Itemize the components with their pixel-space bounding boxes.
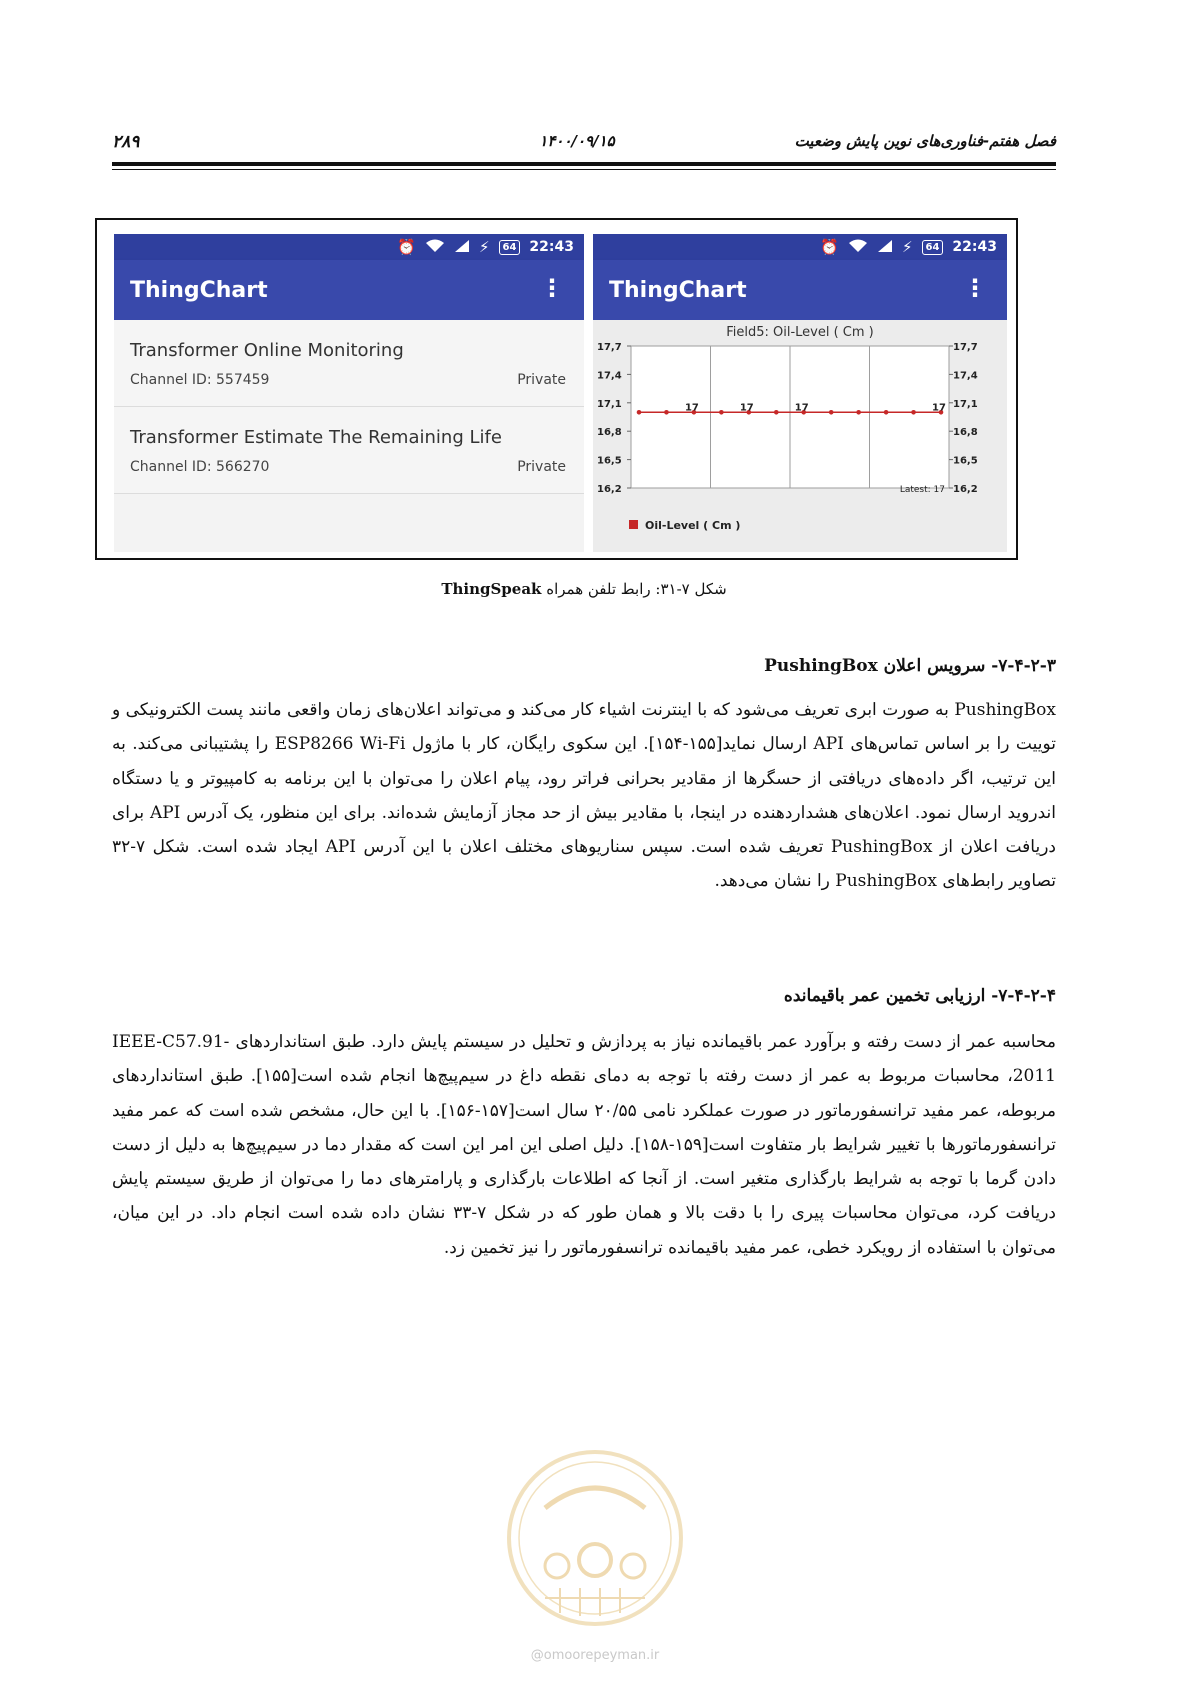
- phone-screen-chart: [593, 234, 1007, 552]
- y-tick-label-right: 17,4: [953, 370, 978, 382]
- figure-caption: [112, 580, 1056, 598]
- channel-list-item[interactable]: [114, 320, 584, 407]
- data-point: [774, 410, 779, 415]
- section-heading-remaining-life: ۷-۴-۲-۴- ارزیابی تخمین عمر باقیمانده: [783, 986, 1056, 1006]
- chart-grid: [631, 346, 949, 488]
- status-bar: [593, 234, 1007, 260]
- header-date: ۱۴۰۰/۰۹/۱۵: [539, 132, 615, 150]
- data-point: [856, 410, 861, 415]
- app-bar: [114, 260, 584, 320]
- alarm-icon: ⏰: [397, 237, 416, 256]
- battery-indicator: 64: [922, 240, 944, 255]
- more-vert-icon[interactable]: ⋮: [540, 274, 564, 302]
- data-point: [884, 410, 889, 415]
- charging-icon: ⚡: [478, 237, 490, 256]
- data-point: [911, 410, 916, 415]
- channel-visibility: Private: [517, 459, 566, 475]
- y-tick-label-right: 17,7: [953, 342, 978, 353]
- data-label: 17: [739, 402, 754, 414]
- app-title: ThingChart: [130, 278, 268, 303]
- data-point: [719, 410, 724, 415]
- battery-indicator: 64: [499, 240, 521, 255]
- figure-frame: [95, 218, 1018, 560]
- legend-swatch: [629, 520, 638, 529]
- header-rule-thin: [112, 169, 1056, 170]
- y-tick-label-left: 16,5: [597, 455, 622, 467]
- y-tick-label-left: 17,4: [597, 370, 622, 382]
- status-bar: [114, 234, 584, 260]
- y-tick-label-left: 17,1: [597, 398, 622, 410]
- chapter-title: فصل هفتم-فناوری‌های نوین پایش وضعیت: [794, 132, 1056, 150]
- channel-id: Channel ID: 557459: [130, 372, 270, 388]
- channel-visibility: Private: [517, 372, 566, 388]
- data-point: [829, 410, 834, 415]
- data-point: [637, 410, 642, 415]
- y-tick-label-right: 17,1: [953, 398, 978, 410]
- more-vert-icon[interactable]: ⋮: [963, 274, 987, 302]
- channel-list-item[interactable]: [114, 407, 584, 494]
- status-time: 22:43: [529, 239, 574, 255]
- status-time: 22:43: [952, 239, 997, 255]
- caption-latin: ThingSpeak: [441, 580, 542, 598]
- page-number: ۲۸۹: [112, 132, 140, 152]
- chart-svg: [593, 320, 1007, 552]
- app-bar: [593, 260, 1007, 320]
- chart-title: Field5: Oil-Level ( Cm ): [726, 325, 874, 340]
- paragraph-pushingbox: PushingBox به صورت ابری تعریف می‌شود که با اینترنت اشیاء کار می‌کند و می‌تواند اعلان‌های زمان واقعی مانند پست الکترونیکی و توییت را بر اساس تماس‌های API ارسال نماید[۱۵۵-۱۵۴]. این سکوی رایگان، کار با ماژول ESP8266 Wi-Fi را پشتیبانی می‌کند. به این ترتیب، اگر داده‌های دریافتی از حسگرها از مقادیر بحرانی فراتر رود، پیام اعلان را می‌توان با این برنامه به کامپیوتر و یا دستگاه اندروید ارسال نمود. اعلان‌های هشداردهنده در اینجا، با مقادیر بیش از حد مجاز آزمایش شده‌اند. برای این منظور، یک آدرس API برای دریافت اعلان از PushingBox تعریف شده است. سپس سناریوهای مختلف اعلان با این آدرس API ایجاد شده است. شکل ۷-۳۲ تصاویر رابط‌های PushingBox را نشان می‌دهد.: [112, 700, 1056, 892]
- channel-name: Transformer Estimate The Remaining Life: [130, 427, 502, 448]
- wifi-icon: [425, 238, 445, 256]
- app-title: ThingChart: [609, 278, 747, 303]
- charging-icon: ⚡: [901, 237, 913, 256]
- channel-id: Channel ID: 566270: [130, 459, 270, 475]
- data-label: 17: [932, 402, 946, 414]
- y-tick-label-right: 16,8: [953, 427, 978, 439]
- legend-label: Oil-Level ( Cm ): [645, 519, 741, 532]
- signal-icon: [877, 239, 893, 256]
- signal-icon: [454, 239, 470, 256]
- latest-value-label: Latest: 17: [899, 485, 945, 495]
- y-tick-label-left: 16,2: [597, 484, 622, 495]
- watermark-seal: [505, 1448, 685, 1628]
- wifi-icon: [848, 238, 868, 256]
- phone-screen-channels: [114, 234, 584, 552]
- data-point: [664, 410, 669, 415]
- paragraph-remaining-life: محاسبه عمر از دست رفته و برآورد عمر باقیمانده نیاز به پردازش و تحلیل در سیستم پایش دارد. طبق استانداردهای IEEE-C57.91-2011، محاسبات مربوط به عمر از دست رفته با توجه به دمای نقطه داغ در سیم‌پیچ‌ها انجام شده است[۱۵۵]. طبق استانداردهای مربوطه، عمر مفید ترانسفورماتور در صورت عملکرد نامی ۲۰/۵۵ سال است[۱۵۷-۱۵۶]. با این حال، مشخص شده است که عمر مفید ترانسفورماتورها با تغییر شرایط بار متفاوت است[۱۵۹-۱۵۸]. دلیل اصلی این امر این است که مقدار دما در سیم‌پیچ‌ها به دلیل از دست دادن گرما با توجه به شرایط بارگذاری متغیر است. از آنجا که اطلاعات بارگذاری و پارامترهای دما را می‌توان از طریق سیستم پایش دریافت کرد، می‌توان محاسبات پیری را با دقت بالا و همان طور که در شکل ۷-۳۳ نشان داده شده است انجام داد. در این میان، می‌توان با استفاده از رویکرد خطی، عمر مفید باقیمانده ترانسفورماتور را نیز تخمین زد.: [112, 1032, 1057, 1258]
- alarm-icon: ⏰: [820, 237, 839, 256]
- running-header: [112, 128, 1056, 156]
- data-label: 17: [794, 402, 809, 414]
- y-tick-label-right: 16,2: [953, 484, 978, 495]
- section-heading-pushingbox: ۷-۴-۲-۳- سرویس اعلان PushingBox: [764, 656, 1056, 676]
- y-tick-label-right: 16,5: [953, 455, 978, 467]
- caption-text: شکل ۷-۳۱: رابط تلفن همراه: [541, 580, 727, 598]
- y-tick-label-left: 16,8: [597, 427, 622, 439]
- data-label: 17: [684, 402, 699, 414]
- y-tick-label-left: 17,7: [597, 342, 622, 353]
- watermark-url: @omoorepeyman.ir: [530, 1648, 660, 1663]
- oil-level-chart: [593, 320, 1007, 552]
- channel-name: Transformer Online Monitoring: [130, 340, 404, 361]
- header-rule: [112, 162, 1056, 166]
